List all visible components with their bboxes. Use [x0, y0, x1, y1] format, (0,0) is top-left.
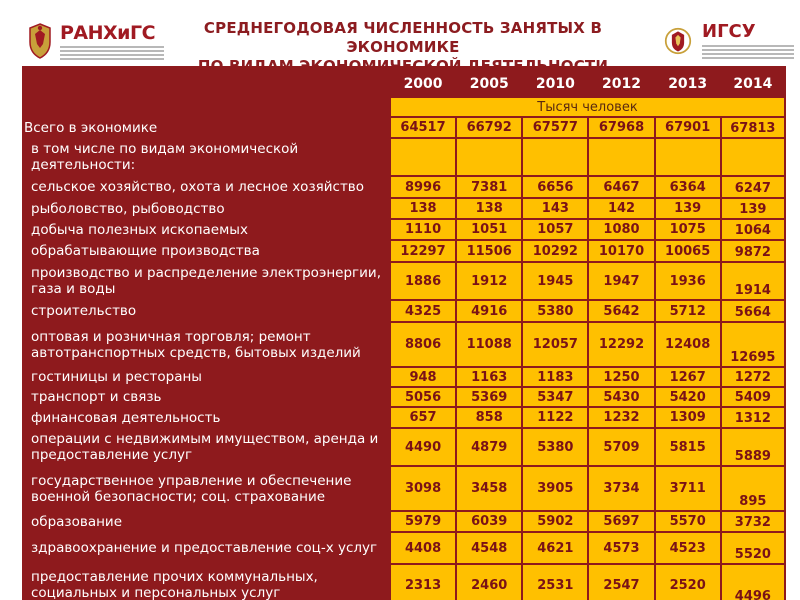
- table-row: [24, 323, 784, 366]
- value-cell: 4490: [391, 429, 455, 465]
- unit-row-spacer: [24, 98, 389, 116]
- value-cell: 4621: [523, 533, 587, 563]
- value-cell: 1267: [656, 368, 720, 386]
- value-cell: 1886: [391, 263, 455, 299]
- value-cell: 2520: [656, 565, 720, 600]
- row-label: производство и распределение электроэнергии, газа и воды: [24, 263, 389, 299]
- value-cell: 5697: [589, 512, 653, 531]
- value-cell: 2313: [391, 565, 455, 600]
- eagle-emblem-icon: [26, 22, 54, 60]
- year-header: 2010: [523, 72, 587, 96]
- value-cell: 5664: [722, 301, 784, 321]
- value-cell: 12695: [722, 323, 784, 366]
- value-cell: 139: [656, 199, 720, 218]
- value-cell: 5642: [589, 301, 653, 321]
- value-cell: [457, 139, 521, 175]
- value-cell: 3458: [457, 467, 521, 510]
- value-cell: 5889: [722, 429, 784, 465]
- value-cell: 6247: [722, 177, 784, 197]
- value-cell: 139: [722, 199, 784, 218]
- value-cell: 67813: [722, 118, 784, 137]
- value-cell: 4879: [457, 429, 521, 465]
- table-row: [24, 241, 784, 261]
- value-cell: 6364: [656, 177, 720, 197]
- table-row: [24, 139, 784, 175]
- value-cell: 895: [722, 467, 784, 510]
- value-cell: 1064: [722, 220, 784, 239]
- row-label: финансовая деятельность: [24, 408, 389, 427]
- value-cell: 2460: [457, 565, 521, 600]
- value-cell: [391, 139, 455, 175]
- igsu-logo: [664, 22, 794, 62]
- table-row: [24, 533, 784, 563]
- year-header: 2000: [391, 72, 455, 96]
- value-cell: 4325: [391, 301, 455, 321]
- value-cell: 1057: [523, 220, 587, 239]
- value-cell: 5380: [523, 301, 587, 321]
- value-cell: 1912: [457, 263, 521, 299]
- year-header: 2014: [722, 72, 784, 96]
- row-label: операции с недвижимым имуществом, аренда и предоставление услуг: [24, 429, 389, 465]
- table-row: [24, 429, 784, 465]
- value-cell: 5712: [656, 301, 720, 321]
- row-label: здравоохранение и предоставление соц-х услуг: [24, 533, 389, 563]
- years-header-row: [24, 72, 784, 96]
- row-label: строительство: [24, 301, 389, 321]
- employment-table-container: [22, 70, 786, 600]
- value-cell: 1110: [391, 220, 455, 239]
- value-cell: 1080: [589, 220, 653, 239]
- value-cell: 1312: [722, 408, 784, 427]
- value-cell: 2531: [523, 565, 587, 600]
- value-cell: 12408: [656, 323, 720, 366]
- value-cell: 5709: [589, 429, 653, 465]
- value-cell: 1051: [457, 220, 521, 239]
- value-cell: 3732: [722, 512, 784, 531]
- value-cell: 4916: [457, 301, 521, 321]
- value-cell: 5056: [391, 388, 455, 406]
- row-label: государственное управление и обеспечение военной безопасности; соц. страхование: [24, 467, 389, 510]
- row-label: обрабатывающие производства: [24, 241, 389, 261]
- value-cell: 12057: [523, 323, 587, 366]
- value-cell: 948: [391, 368, 455, 386]
- year-header: 2005: [457, 72, 521, 96]
- row-label: транспорт и связь: [24, 388, 389, 406]
- value-cell: 67968: [589, 118, 653, 137]
- value-cell: 1122: [523, 408, 587, 427]
- value-cell: 3734: [589, 467, 653, 510]
- value-cell: 10065: [656, 241, 720, 261]
- value-cell: 1914: [722, 263, 784, 299]
- value-cell: 7381: [457, 177, 521, 197]
- unit-label: Тысяч человек: [391, 98, 784, 116]
- value-cell: 12297: [391, 241, 455, 261]
- value-cell: 8996: [391, 177, 455, 197]
- value-cell: 4408: [391, 533, 455, 563]
- value-cell: 1232: [589, 408, 653, 427]
- value-cell: 1309: [656, 408, 720, 427]
- table-row: [24, 263, 784, 299]
- table-row: [24, 301, 784, 321]
- value-cell: 67577: [523, 118, 587, 137]
- value-cell: 10292: [523, 241, 587, 261]
- value-cell: 8806: [391, 323, 455, 366]
- value-cell: 138: [391, 199, 455, 218]
- value-cell: 1250: [589, 368, 653, 386]
- ranepa-subtitle-lines: [60, 46, 164, 62]
- table-row: [24, 118, 784, 137]
- value-cell: 64517: [391, 118, 455, 137]
- row-label: Всего в экономике: [24, 118, 389, 137]
- value-cell: 4523: [656, 533, 720, 563]
- value-cell: 1936: [656, 263, 720, 299]
- value-cell: 2547: [589, 565, 653, 600]
- value-cell: 657: [391, 408, 455, 427]
- value-cell: 9872: [722, 241, 784, 261]
- value-cell: 11506: [457, 241, 521, 261]
- table-row: [24, 199, 784, 218]
- value-cell: [656, 139, 720, 175]
- value-cell: 5815: [656, 429, 720, 465]
- ranepa-logo: [26, 22, 166, 60]
- value-cell: 5409: [722, 388, 784, 406]
- value-cell: 858: [457, 408, 521, 427]
- year-header: 2013: [656, 72, 720, 96]
- row-label: рыболовство, рыбоводство: [24, 199, 389, 218]
- employment-table: [22, 70, 786, 600]
- row-label: добыча полезных ископаемых: [24, 220, 389, 239]
- value-cell: 5520: [722, 533, 784, 563]
- table-row: [24, 177, 784, 197]
- title-line-1: СРЕДНЕГОДОВАЯ ЧИСЛЕННОСТЬ ЗАНЯТЫХ В ЭКОНОМИКЕ: [203, 19, 603, 56]
- table-row: [24, 388, 784, 406]
- value-cell: 5902: [523, 512, 587, 531]
- value-cell: 4573: [589, 533, 653, 563]
- table-row: [24, 467, 784, 510]
- value-cell: 6039: [457, 512, 521, 531]
- value-cell: 11088: [457, 323, 521, 366]
- value-cell: 3711: [656, 467, 720, 510]
- value-cell: 1183: [523, 368, 587, 386]
- igsu-subtitle-lines: [702, 45, 794, 61]
- table-row: [24, 512, 784, 531]
- row-label: образование: [24, 512, 389, 531]
- value-cell: 3098: [391, 467, 455, 510]
- row-label: предоставление прочих коммунальных, социальных и персональных услуг: [24, 565, 389, 600]
- value-cell: 5347: [523, 388, 587, 406]
- value-cell: 5570: [656, 512, 720, 531]
- value-cell: 4548: [457, 533, 521, 563]
- value-cell: 1075: [656, 220, 720, 239]
- value-cell: 1163: [457, 368, 521, 386]
- value-cell: [722, 139, 784, 175]
- value-cell: 4496: [722, 565, 784, 600]
- value-cell: [523, 139, 587, 175]
- value-cell: 142: [589, 199, 653, 218]
- table-row: [24, 368, 784, 386]
- value-cell: [589, 139, 653, 175]
- table-row: [24, 220, 784, 239]
- value-cell: 6656: [523, 177, 587, 197]
- value-cell: 5369: [457, 388, 521, 406]
- value-cell: 66792: [457, 118, 521, 137]
- value-cell: 5979: [391, 512, 455, 531]
- value-cell: 5380: [523, 429, 587, 465]
- value-cell: 5430: [589, 388, 653, 406]
- value-cell: 138: [457, 199, 521, 218]
- value-cell: 67901: [656, 118, 720, 137]
- crest-icon: [664, 22, 692, 60]
- row-label: в том числе по видам экономической деятельности:: [24, 139, 389, 175]
- value-cell: 12292: [589, 323, 653, 366]
- value-cell: 3905: [523, 467, 587, 510]
- row-label: гостиницы и рестораны: [24, 368, 389, 386]
- header-corner: [24, 72, 389, 96]
- table-row: [24, 408, 784, 427]
- value-cell: 143: [523, 199, 587, 218]
- igsu-brand: ИГСУ: [702, 21, 756, 42]
- value-cell: 1272: [722, 368, 784, 386]
- value-cell: 1945: [523, 263, 587, 299]
- table-row: [24, 565, 784, 600]
- value-cell: 5420: [656, 388, 720, 406]
- value-cell: 10170: [589, 241, 653, 261]
- slide-header: [0, 0, 800, 70]
- year-header: 2012: [589, 72, 653, 96]
- value-cell: 6467: [589, 177, 653, 197]
- unit-row: [24, 98, 784, 116]
- row-label: сельское хозяйство, охота и лесное хозяйство: [24, 177, 389, 197]
- row-label: оптовая и розничная торговля; ремонт автотранспортных средств, бытовых изделий: [24, 323, 389, 366]
- ranepa-brand: РАНХиГС: [60, 22, 156, 44]
- value-cell: 1947: [589, 263, 653, 299]
